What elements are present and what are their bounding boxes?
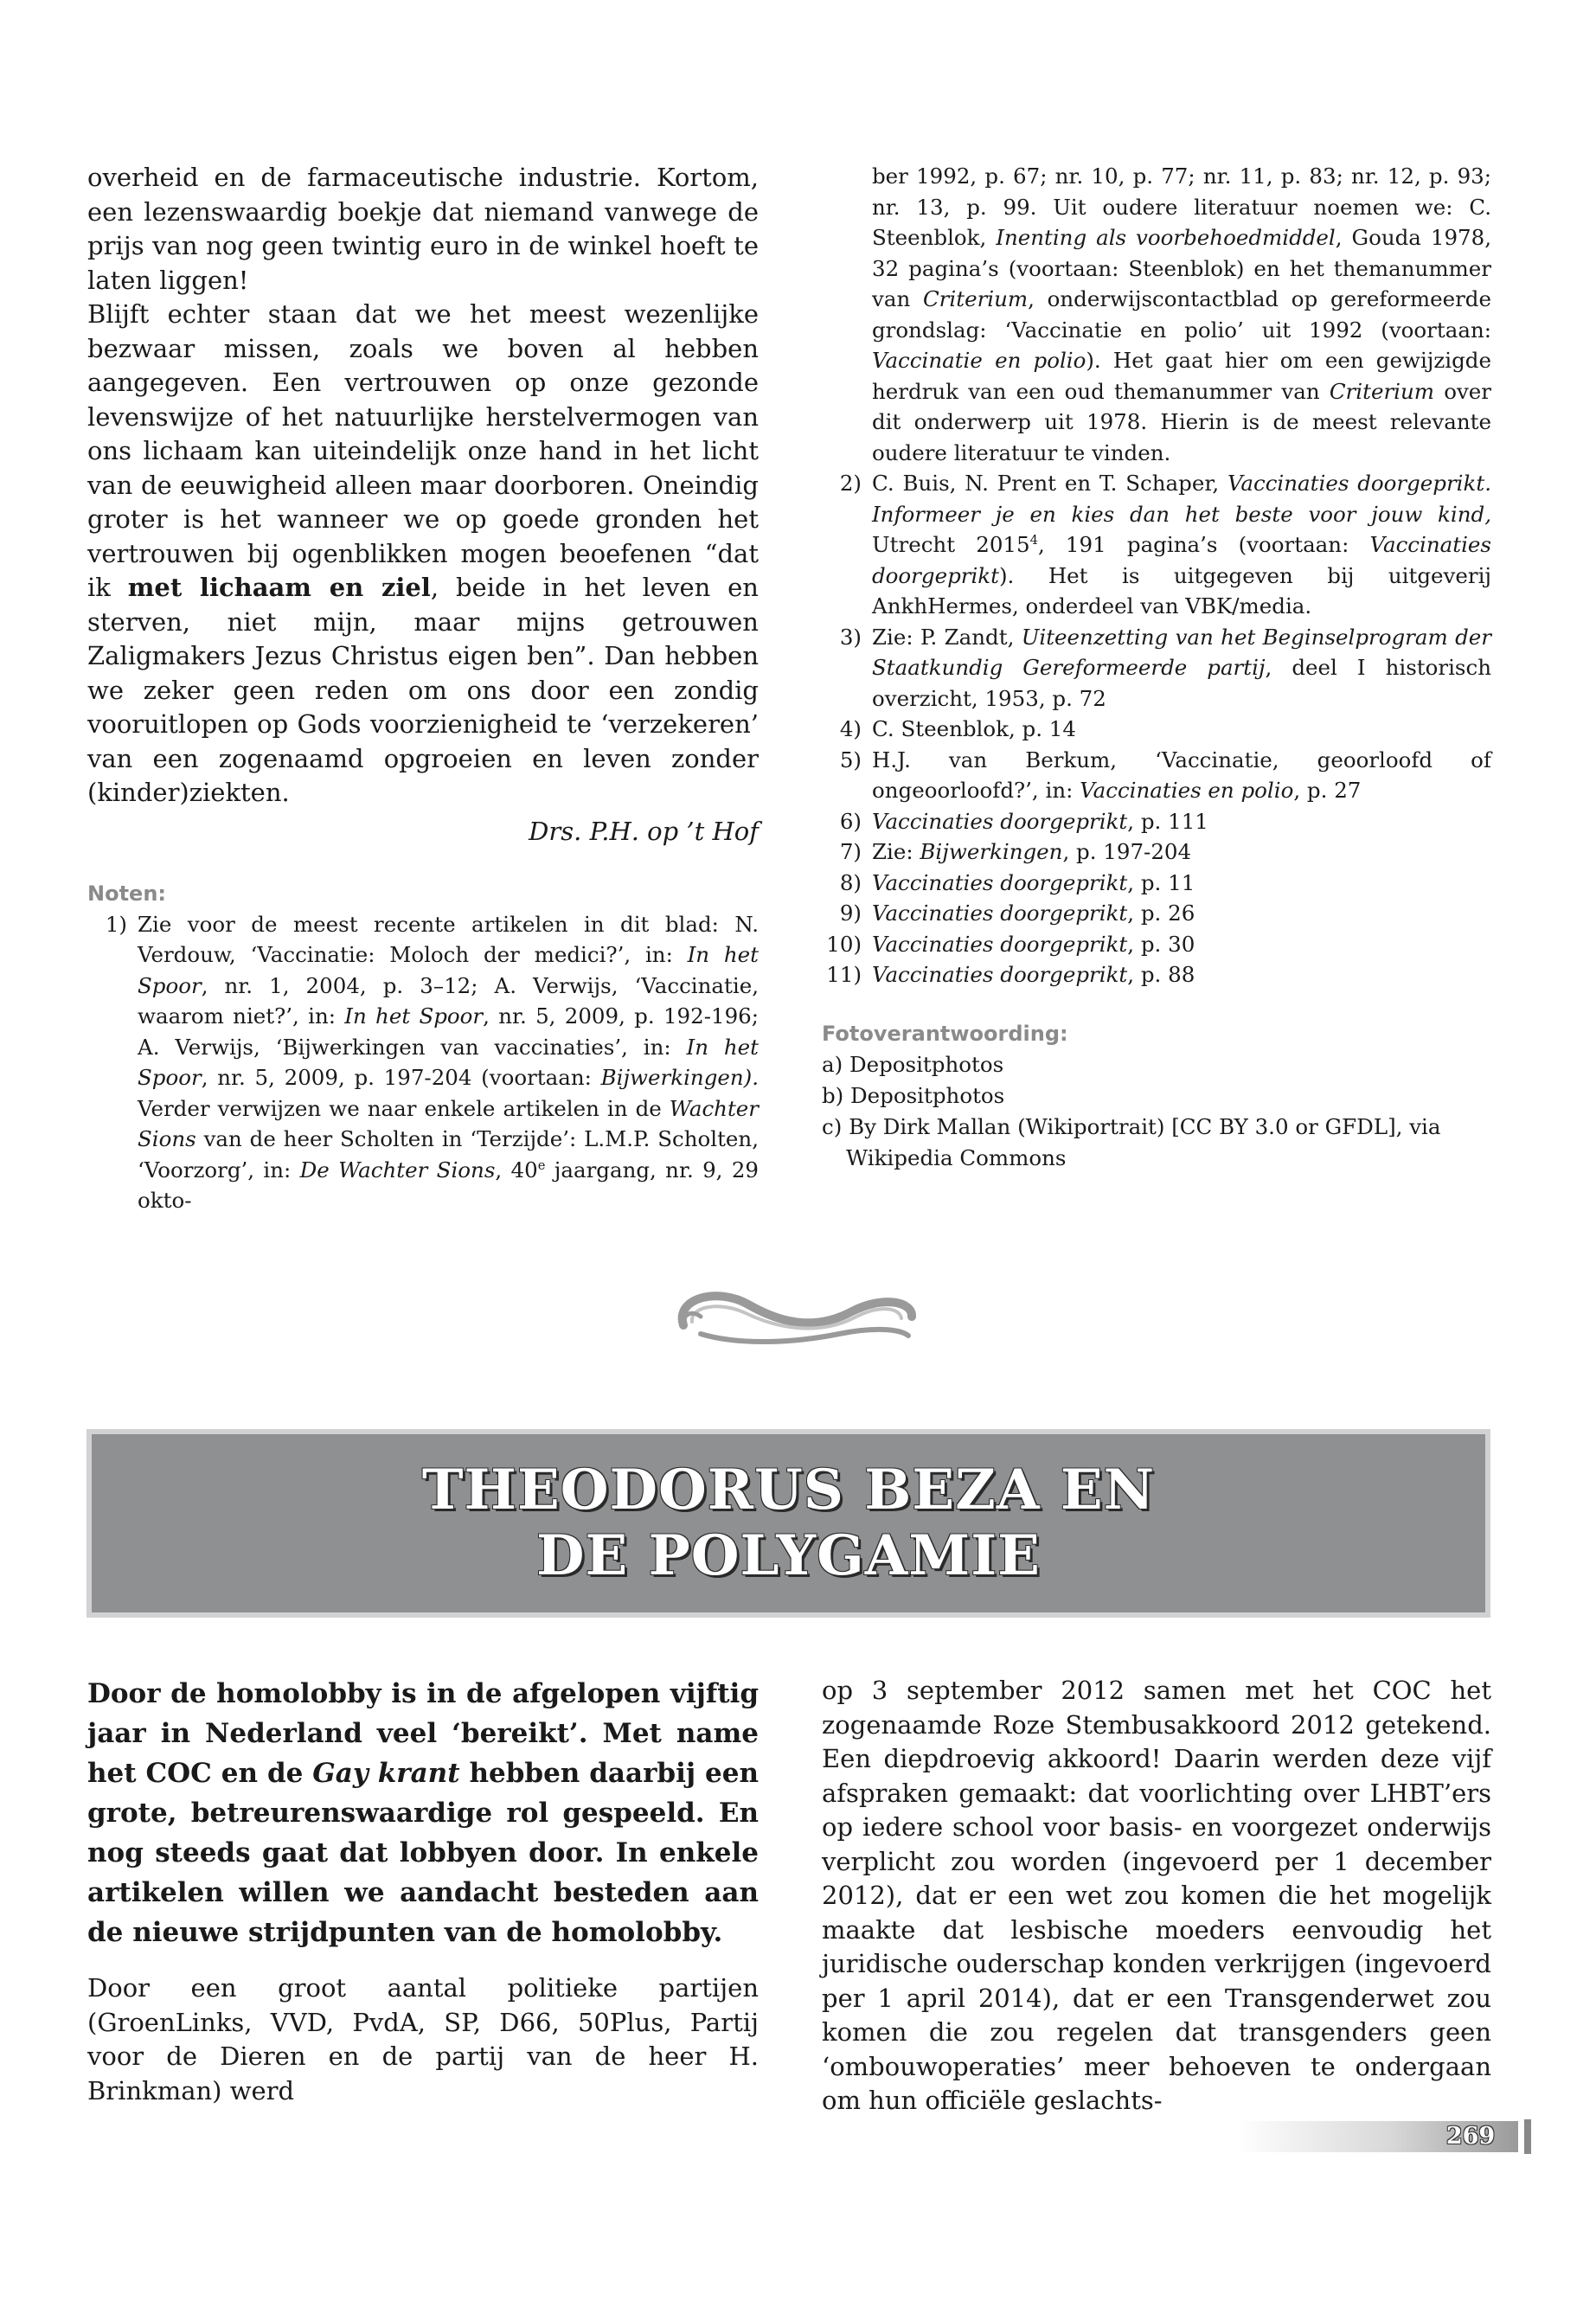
article-title-line-2: DE POLYGAMIE (536, 1523, 1041, 1588)
footnote-number: 5) (839, 747, 862, 772)
footnote-number: 4) (839, 716, 862, 741)
page-number: 269 (1445, 2123, 1496, 2150)
footnote-text: Vaccinaties doorgeprikt, p. 111 (872, 808, 1208, 834)
footnote (87, 909, 759, 1216)
footnote (822, 468, 1491, 622)
footnote-number: 11) (826, 962, 862, 987)
article-title-line-1: THEODORUS BEZA EN (421, 1458, 1156, 1522)
photo-credit: c) By Dirk Mallan (Wikiportrait) [CC BY 3.0 or GFDL], via (822, 1113, 1441, 1139)
footnote-text: H.J. van Berkum, ‘Vaccinatie, geoorloofd of ongeoorloofd?’, in: Vaccinaties en polio, p. 27 (872, 747, 1491, 803)
paragraph: overheid en de farmaceutische industrie. Kortom, een lezenswaardig boekje dat niemand vanwege de prijs van nog geen twintig euro in de winkel hoeft te laten liggen! (87, 163, 759, 295)
footnote (822, 959, 1491, 990)
footnote-number: 7) (839, 839, 862, 864)
footnote-text: Vaccinaties doorgeprikt, p. 88 (872, 962, 1195, 987)
footnote-text: Vaccinaties doorgeprikt, p. 26 (872, 901, 1195, 926)
notes-heading: Noten: (87, 881, 167, 906)
footnote-number: 1) (105, 911, 127, 937)
photo-credit: a) Depositphotos (822, 1051, 1004, 1077)
left-body-text (87, 161, 759, 811)
photo-credit: Wikipedia Commons (846, 1144, 1067, 1170)
footnote-text: ber 1992, p. 67; nr. 10, p. 77; nr. 11, p. 83; nr. 12, p. 93; nr. 13, p. 99. Uit oudere literatuur noemen we: C. Steenblok, Inenting als voorbehoedmiddel, Gouda 1978, 32 pagina’s (voortaan: Steenblok) en het themanummer van Criterium, onderwijscontactblad op gereformeerde grondslag: ‘Vaccinatie en polio’ uit 1992 (voortaan: Vaccinatie en polio). Het gaat hier om een gewijzigde herdruk van een oud themanummer van Criterium over dit onderwerp uit 1978. Hierin is de meest relevante oudere literatuur te vinden. (872, 163, 1492, 465)
page-number-bar-end (1524, 2119, 1531, 2154)
footnote (822, 836, 1491, 868)
left-column (87, 161, 759, 1216)
footnote-number: 3) (839, 624, 862, 650)
right-column (822, 161, 1491, 1174)
photo-credit: b) Depositphotos (822, 1082, 1005, 1108)
bold-phrase: met lichaam en ziel (127, 573, 431, 602)
footnote-text: C. Buis, N. Prent en T. Schaper, Vaccinaties doorgeprikt. Informeer je en kies dan het beste voor jouw kind, Utrecht 2015$^4$, 191 pagina’s (voortaan: Vaccinaties doorgeprikt). Het is uitgegeven bij uitgeverij AnkhHermes, onderdeel van VBK/media. (872, 471, 1491, 619)
article-body-right: op 3 september 2012 samen met het COC het zogenaamde Roze Stembusakkoord 2012 getekend. Een diepdroevig akkoord! Daarin werden deze vijf afspraken gemaakt: dat voorlichting over LHBT’ers op iedere school voor basis- en voorgezet onderwijs verplicht zou worden (ingevoerd per 1 december 2012), dat er een wet zou komen die het mogelijk maakte dat lesbische moeders eenvoudig het juridische ouderschap konden verkrijgen (ingevoerd per 1 april 2014), dat er een Transgenderwet zou komen die zou regelen dat transgenders geen ‘ombouwoperaties’ meer behoeven te ondergaan om hun officiële geslachts- (822, 1676, 1491, 2115)
paragraph: Blijft echter staan dat we het meest wezenlijke bezwaar missen, zoals we boven al hebben aangegeven. Een vertrouwen op onze gezonde levenswijze of het natuurlijke herstelvermogen van ons lichaam kan uiteindelijk onze hand in het licht van de eeuwigheid alleen maar doorboren. Oneindig groter is het wanneer we op goede gronden het vertrouwen bij ogenblikken mogen beoefenen “dat ik met lichaam en ziel, beide in het leven en sterven, niet mijn, maar mijns getrouwen Zaligmakers Jezus Christus eigen ben”. Dan hebben we zeker geen reden om ons door een zondig vooruitlopen op Gods voorzienigheid te ‘verzekeren’ van een zogenaamd opgroeien en leven zonder (kinder)ziekten. (87, 299, 759, 807)
footnote (822, 714, 1491, 745)
footnote-number: 8) (839, 869, 862, 895)
footnote-text: Zie voor de meest recente artikelen in dit blad: N. Verdouw, ‘Vaccinatie: Moloch der medici?’, in: In het Spoor, nr. 1, 2004, p. 3–12; A. Verwijs, ‘Vaccinatie, waarom niet?’, in: In het Spoor, nr. 5, 2009, p. 192-196; A. Verwijs, ‘Bijwerkingen van vaccinaties’, in: In het Spoor, nr. 5, 2009, p. 197-204 (voortaan: Bijwerkingen). Verder verwijzen we naar enkele artikelen in de Wachter Sions van de heer Scholten in ‘Terzijde’: L.M.P. Scholten, ‘Voorzorg’, in: De Wachter Sions, 40e jaargang, nr. 9, 29 okto- (138, 911, 760, 1213)
swirl-ornament-icon (666, 1272, 926, 1358)
article-left-column (87, 1674, 759, 2108)
footnote (822, 898, 1491, 929)
footnote-text: Vaccinaties doorgeprikt, p. 30 (872, 931, 1195, 957)
article-body-left: Door een groot aantal politieke partijen (GroenLinks, VVD, PvdA, SP, D66, 50Plus, Partij voor de Dieren en de partij van de heer H. Brinkman) werd (87, 1973, 759, 2106)
author-signature: Drs. P.H. op ’t Hof (529, 816, 759, 846)
footnote (822, 622, 1491, 715)
footnote-text: Vaccinaties doorgeprikt, p. 11 (872, 869, 1195, 895)
footnote-number: 2) (839, 471, 862, 496)
footnote-continuation (822, 161, 1491, 468)
article-intro: Door de homolobby is in de afgelopen vijftig jaar in Nederland veel ‘bereikt’. Met name het COC en de Gay krant hebben daarbij een grote, betreurenswaardige rol gespeeld. En nog steeds gaat dat lobbyen door. In enkele artikelen willen we aandacht besteden aan de nieuwe strijdpunten van de homolobby. (87, 1678, 759, 1948)
footnote (822, 868, 1491, 899)
article-title-banner (87, 1429, 1490, 1618)
article-right-column (822, 1674, 1491, 2118)
photo-credits-heading: Fotoverantwoording: (822, 1021, 1068, 1046)
footnote (822, 745, 1491, 806)
footnote-text: Zie: P. Zandt, Uiteenzetting van het Beginselprogram der Staatkundig Gereformeerde partij, deel I historisch overzicht, 1953, p. 72 (872, 624, 1491, 711)
footnote-text: C. Steenblok, p. 14 (872, 716, 1076, 741)
footnote (822, 806, 1491, 837)
footnote-number: 6) (839, 808, 862, 834)
footnote-text: Zie: Bijwerkingen, p. 197-204 (872, 839, 1192, 864)
footnote-number: 10) (826, 931, 862, 957)
footnote-number: 9) (839, 901, 862, 926)
footnote (822, 929, 1491, 960)
